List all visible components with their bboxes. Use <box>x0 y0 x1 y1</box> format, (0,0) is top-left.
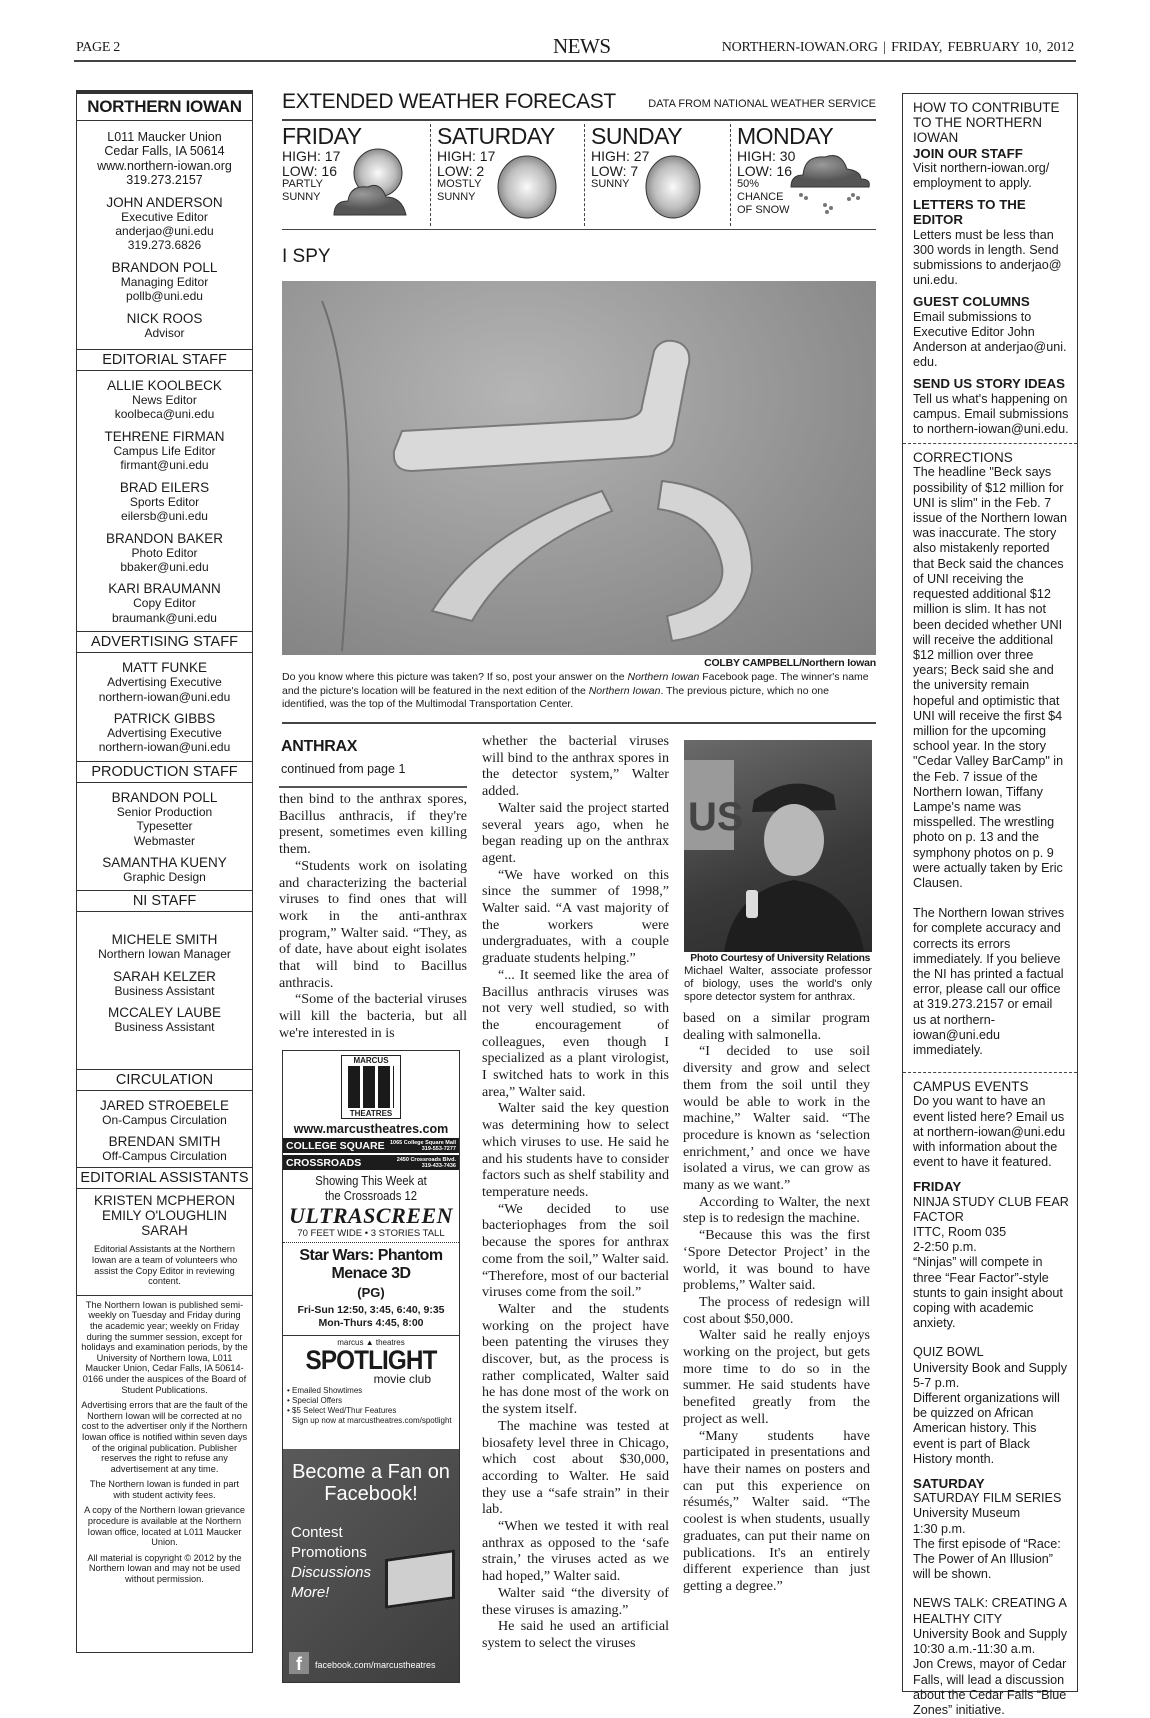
location-name: CROSSROADS <box>286 1156 362 1169</box>
location-address: 2450 Crossroads Blvd. <box>396 1156 456 1163</box>
staff-name: MATT FUNKE <box>121 660 207 676</box>
staff-name: BRAD EILERS <box>119 479 210 495</box>
snow-cloud-icon <box>789 149 871 219</box>
partly-sunny-icon <box>330 143 412 218</box>
staff-role: Off-Campus Circulation <box>102 1149 227 1163</box>
movie-rating: (PG) <box>357 1285 385 1300</box>
day-name: SUNDAY <box>591 123 683 149</box>
article-paragraph: “Students work on isolating and characterizing the bacterial viruses to find ones that will work in the anti-anthrax program,” Walter said. “They, as of date, have about eight isolates that will bind to Bacillus anthracis. <box>279 857 467 991</box>
low-temp: LOW: 16 <box>737 162 792 179</box>
day-name: SATURDAY <box>437 123 555 149</box>
staff-name: MCCALEY LAUBE <box>107 1005 222 1021</box>
fine-print: The Northern Iowan is published semi-weekly on Tuesday and Friday during the academic year; weekly on Friday during the summer session, except for holidays and examination periods, by the University of Northern Iowa, L011 Maucker Union, Cedar Falls, IA 50614-0166 under the auspices of the Board of Student Publications. <box>81 1299 248 1395</box>
staff-entry <box>77 531 252 575</box>
staff-name: JOHN ANDERSON <box>106 194 223 210</box>
photo-credit: COLBY CAMPBELL/Northern Iowan <box>704 657 876 669</box>
events-title: CAMPUS EVENTS <box>913 1079 1029 1095</box>
location-phone: 319-553-7277 <box>421 1145 456 1152</box>
caption-text: Facebook page. The winner's name and the picture's location will be featured in the next edition of the <box>282 671 869 697</box>
article-paragraph: Walter said the project started several years ago, when he began reading up on the anthrax agent. <box>482 799 669 866</box>
article-paragraph: The process of redesign will cost about $50,000. <box>683 1293 870 1327</box>
showing-text: Showing This Week at the Crossroads 12 <box>315 1174 427 1203</box>
spotlight-sub: movie club <box>373 1372 431 1386</box>
sidebar-heading: LETTERS TO THE EDITOR <box>913 197 1026 228</box>
staff-name: MICHELE SMITH <box>111 932 218 948</box>
event-name: NINJA STUDY CLUB FEAR FACTOR <box>913 1194 1069 1224</box>
forecast-sunday <box>591 123 726 223</box>
staff-entry <box>77 311 252 340</box>
event-day: FRIDAY <box>913 1179 962 1195</box>
weather-forecast <box>282 90 876 230</box>
section-header: EDITORIAL ASSISTANTS <box>77 1167 252 1189</box>
location-phone: 319-433-7436 <box>421 1162 456 1169</box>
divider <box>430 124 431 226</box>
marcus-theatres-ad[interactable] <box>282 1050 460 1683</box>
condition: SUNNY <box>282 191 321 203</box>
divider <box>279 786 467 788</box>
fine-print: All material is copyright © 2012 by the Northern Iowan and may not be used without permission. <box>87 1552 242 1585</box>
event-desc: Different organizations will be quizzed on African American history. This event is part of Black History month. <box>913 1391 1060 1466</box>
staff-role: On-Campus Circulation <box>102 1112 227 1127</box>
staff-entry <box>77 480 252 524</box>
staff-role: Business Assistant <box>114 983 215 998</box>
staff-name: BRENDAN SMITH <box>108 1134 221 1149</box>
day-name: MONDAY <box>737 123 834 149</box>
perk-item: • Special Offers <box>287 1396 343 1405</box>
caption-text: Northern Iowan <box>588 684 661 697</box>
events-intro: Do you want to have an event listed here? Email us at northern-iowan@uni.edu with information about the event to have it featured. <box>913 1094 1066 1170</box>
event-name: QUIZ BOWL <box>913 1345 984 1360</box>
corrections-title: CORRECTIONS <box>913 450 1013 466</box>
perk-text: $5 Select Wed/Thur Features <box>292 1406 397 1415</box>
info-sidebar <box>902 93 1078 1717</box>
ultrascreen-sub: 70 FEET WIDE • 3 STORIES TALL <box>283 1228 459 1243</box>
article-paragraph: Walter and the students working on the project have been patenting the viruses they discover, but, as the process is rather complicated, Walter said he has done most of the work on the system itself. <box>482 1300 669 1418</box>
staff-role: Copy Editor <box>133 596 196 611</box>
article-column-1 <box>279 791 467 1042</box>
event-item <box>913 1596 1069 1718</box>
contribute-title: HOW TO CONTRIBUTE TO THE NORTHERN IOWAN <box>913 100 1060 146</box>
ispy-photo <box>282 281 876 655</box>
fb-url[interactable]: facebook.com/marcustheatres <box>315 1660 436 1670</box>
staff-role: Photo Editor <box>131 545 198 560</box>
location-crossroads <box>283 1155 459 1170</box>
address-line: L011 Maucker Union <box>107 130 222 144</box>
article-paragraph: then bind to the anthrax spores, Bacillus anthracis, if they're present, sometimes even killing them. <box>279 791 467 858</box>
article-paragraph: “Because this was the first ‘Spore Detector Project’ in the world, it was bound to have problems,” Walter said. <box>683 1227 870 1294</box>
location-name: COLLEGE SQUARE <box>286 1139 385 1152</box>
low-temp: LOW: 7 <box>591 162 639 179</box>
article-paragraph: “We have worked on this since the summer of 1998,” Walter said. “A vast majority of the workers were undergraduates, with a couple graduate students helping.” <box>482 866 669 967</box>
ultrascreen-logo: ULTRASCREEN <box>288 1203 454 1228</box>
sidebar-heading: SEND US STORY IDEAS <box>913 376 1065 392</box>
event-time: 1:30 p.m. <box>913 1521 966 1536</box>
staff-name: TEHRENE FIRMAN <box>104 428 225 444</box>
section-header: EDITORIAL STAFF <box>77 349 252 371</box>
event-desc: “Ninjas” will compete in three “Fear Factor”-style stunts to gain insight about coping with academic anxiety. <box>913 1255 1063 1331</box>
staff-email[interactable]: northern-iowan@uni.edu <box>98 689 231 704</box>
staff-entry <box>77 660 252 704</box>
fine-print: A copy of the Northern Iowan grievance procedure is available at the Northern Iowan office, located at L011 Maucker Union. <box>84 1505 245 1548</box>
staff-entry <box>77 581 252 625</box>
condition: 50% <box>737 178 760 190</box>
site-url[interactable]: NORTHERN-IOWAN.ORG <box>721 40 878 55</box>
sidebar-heading: GUEST COLUMNS <box>913 294 1030 310</box>
condition: PARTLY <box>282 178 323 190</box>
address-block <box>77 130 252 188</box>
article-paragraph: “When we tested it with real anthrax as opposed to the ‘safe strain,’ the viruses acted as we had hoped,” Walter said. <box>482 1518 669 1585</box>
m-logo-icon <box>348 1066 394 1108</box>
staff-entry <box>77 1098 252 1127</box>
high-temp: HIGH: 27 <box>591 148 650 164</box>
staff-name: EMILY O'LOUGHLIN <box>101 1208 228 1224</box>
article-paragraph: “I decided to use soil diversity and grow and select them from the soil until they would be able to work in the machine,” Walter said. “The procedure is known as ‘selection enrichment,’ and once we have isolated a virus, we can grow as many as we want.” <box>683 1043 870 1194</box>
forecast-friday <box>282 123 422 223</box>
perks-list <box>283 1386 459 1426</box>
event-name: NEWS TALK: CREATING A HEALTHY CITY <box>913 1596 1067 1626</box>
logo-text: THEATRES <box>349 1109 393 1118</box>
staff-email[interactable]: pollb@uni.edu <box>126 289 203 304</box>
divider <box>282 119 876 121</box>
ispy-caption <box>282 671 876 712</box>
high-temp: HIGH: 17 <box>282 148 341 164</box>
divider <box>730 124 731 226</box>
publication-notice <box>77 1295 252 1585</box>
fb-item: More! <box>291 1584 330 1601</box>
sidebar-heading: JOIN OUR STAFF <box>913 145 1023 161</box>
staff-name: KARI BRAUMANN <box>108 581 221 597</box>
staff-email[interactable]: bbaker@uni.edu <box>120 559 209 574</box>
staff-entry <box>77 260 252 304</box>
staff-name: BRANDON POLL <box>111 789 218 805</box>
sidebar-text: Email submissions to Executive Editor John Anderson at anderjao@uni. edu. <box>913 309 1067 370</box>
sidebar-text: Letters must be less than 300 words in length. Send submissions to anderjao@ uni.edu. <box>913 227 1062 288</box>
staff-role: Sports Editor <box>129 494 200 509</box>
showtime-line: Mon-Thurs 4:45, 8:00 <box>318 1316 424 1329</box>
staff-role: Advertising Executive <box>107 725 222 740</box>
condition: SUNNY <box>591 178 630 190</box>
article-paragraph: Walter said the key question was determining how to select which viruses to use. He said he and his students have to consider factors such as shelf stability and temperature needs. <box>482 1100 669 1200</box>
sidebar-text: Visit northern-iowan.org/ employment to apply. <box>913 160 1050 191</box>
staff-email[interactable]: firmant@uni.edu <box>120 458 209 473</box>
sun-icon <box>495 151 559 221</box>
staff-entry <box>77 790 252 848</box>
event-item <box>913 1491 1069 1582</box>
staff-role: Advertising Executive <box>107 675 222 690</box>
event-time: 2-2:50 p.m. <box>913 1240 977 1255</box>
location-college-square <box>283 1138 459 1153</box>
svg-text:US: US <box>688 795 744 839</box>
divider <box>903 1072 1077 1073</box>
section-header: NI STAFF <box>77 890 252 912</box>
section-title: NEWS <box>553 34 611 58</box>
section-header: CIRCULATION <box>77 1069 252 1091</box>
divider <box>282 722 876 724</box>
staff-name: NICK ROOS <box>126 310 203 326</box>
staff-role: Business Assistant <box>114 1020 215 1035</box>
forecast-monday <box>737 123 877 223</box>
staff-role: Managing Editor <box>120 274 209 289</box>
high-temp: HIGH: 30 <box>737 148 796 164</box>
staff-name: JARED STROEBELE <box>99 1097 230 1113</box>
staff-name: SARAH <box>141 1223 188 1239</box>
event-place: ITTC, Room 035 <box>913 1225 1007 1240</box>
article-paragraph: based on a similar program dealing with salmonella. <box>683 1010 870 1043</box>
staff-role: News Editor <box>132 393 197 408</box>
fine-print: The Northern Iowan is funded in part with student activity fees. <box>89 1479 240 1500</box>
staff-entry <box>77 855 252 884</box>
article-paragraph: He said he used an artificial system to select the viruses <box>482 1618 669 1651</box>
staff-entry <box>77 711 252 755</box>
staff-email[interactable]: anderjao@uni.edu <box>115 224 214 239</box>
staff-entry <box>77 378 252 422</box>
article-paragraph: whether the bacterial viruses will bind to the anthrax spores in the detector system,” Walter added. <box>482 733 669 800</box>
perk-text: Special Offers <box>292 1396 343 1405</box>
section-header: ADVERTISING STAFF <box>77 631 252 653</box>
event-desc: The first episode of “Race: The Power of An Illusion” will be shown. <box>913 1536 1061 1582</box>
event-place: University Museum <box>913 1506 1021 1521</box>
event-name: SATURDAY FILM SERIES <box>913 1491 1062 1506</box>
staff-role: Typesetter <box>136 819 193 834</box>
staff-entry <box>77 969 252 998</box>
assistants-list <box>77 1193 252 1238</box>
staff-box-title: NORTHERN IOWAN <box>77 94 252 121</box>
event-item <box>913 1195 1069 1332</box>
staff-entry <box>77 1134 252 1163</box>
address-line: Cedar Falls, IA 50614 <box>104 144 225 159</box>
weather-source: DATA FROM NATIONAL WEATHER SERVICE <box>648 98 876 110</box>
event-place: University Book and Supply <box>913 1360 1068 1375</box>
marcus-logo <box>341 1055 401 1119</box>
fb-item: Contest <box>291 1524 343 1541</box>
perk-item: • Emailed Showtimes <box>287 1386 363 1395</box>
facebook-promo[interactable] <box>283 1449 459 1683</box>
staff-name: BRANDON POLL <box>111 259 218 275</box>
jump-line[interactable]: continued from page 1 <box>281 762 406 776</box>
fine-print: Advertising errors that are the fault of the Northern Iowan will be corrected at no cost to the advertiser only if the Northern Iowan office is notified within seven days of the original publication. Publisher reserves the right to refuse any advertisement at any time. <box>81 1400 248 1474</box>
article-paragraph: “We decided to use bacteriophages from the soil because the spores for anthrax come from the soil,” Walter said. “Therefore, most of our bacterial viruses come from the soil.” <box>482 1200 669 1301</box>
section-header: PRODUCTION STAFF <box>77 761 252 783</box>
brand-text: marcus <box>337 1338 364 1347</box>
staff-entry <box>77 1005 252 1034</box>
dateline <box>722 40 1074 56</box>
staff-entry <box>77 195 252 253</box>
event-place: University Book and Supply <box>913 1626 1068 1641</box>
staff-role: Executive Editor <box>121 209 208 224</box>
low-temp: LOW: 16 <box>282 162 337 179</box>
day-name: FRIDAY <box>282 123 362 149</box>
staff-role: Webmaster <box>133 833 196 848</box>
event-time: 10:30 a.m.-11:30 a.m. <box>913 1642 1036 1657</box>
showtime-line: Fri-Sun 12:50, 3:45, 6:40, 9:35 <box>297 1304 445 1316</box>
location-address: 1065 College Square Mall <box>389 1139 456 1146</box>
photo-caption: Michael Walter, associate professor of biology, uses the world's only spore detector system for anthrax. <box>684 965 872 1004</box>
event-desc: Jon Crews, mayor of Cedar Falls, will lead a discussion about the Cedar Falls “Blue Zones” initiative. <box>913 1657 1067 1717</box>
article-paragraph: “Some of the bacterial viruses will kill the bacteria, but all we're interested in is <box>279 991 467 1041</box>
low-temp: LOW: 2 <box>437 162 485 179</box>
article-paragraph: According to Walter, the next step is to redesign the machine. <box>683 1193 870 1227</box>
ad-url[interactable]: www.marcustheatres.com <box>293 1122 449 1136</box>
fb-item: Promotions <box>291 1544 367 1561</box>
walter-photo <box>684 740 872 952</box>
caption-text: Do you know where this picture was taken? If so, post your answer on the <box>282 671 628 683</box>
condition: CHANCE <box>737 191 784 203</box>
staff-email[interactable]: braumank@uni.edu <box>112 610 217 625</box>
sidebar-text: Tell us what's happening on campus. Email submissions to northern-iowan@uni.edu. <box>913 391 1069 437</box>
condition: OF SNOW <box>737 204 790 216</box>
staff-name: BRANDON BAKER <box>105 530 224 546</box>
staff-name: ALLIE KOOLBECK <box>107 378 222 394</box>
article-column-2 <box>482 733 669 1652</box>
condition: MOSTLY <box>437 178 482 190</box>
facebook-icon: f <box>289 1652 309 1674</box>
corrections-text: The headline "Beck says possibility of $12 million for UNI is slim" in the Feb. 7 issue of the Northern Iowan was inaccurate. The story also mistakenly reported that Beck said the chances of UNI receiving the requested additional $12 million is slim. It has not been decided whether UNI will receive the additional $12 million over three years; Beck said she and the university remain hopeful and optimistic that UNI will receive the first $4 million for the upcoming school year. In the story "Cedar Valley BarCamp" in the Feb. 7 issue of the Northern Iowan, Tiffany Lampe's name was misspelled. The wrestling photo on p. 13 and the symphony photos on p. 9 were actually taken by Eric Clausen. <box>913 465 1068 890</box>
staff-email[interactable]: eilersb@uni.edu <box>121 509 208 524</box>
staff-box <box>76 90 253 1653</box>
website-link[interactable]: www.northern-iowan.org <box>97 158 232 173</box>
staff-email[interactable]: northern-iowan@uni.edu <box>98 740 231 755</box>
header-rule <box>74 60 1076 62</box>
staff-role: Advisor <box>144 325 185 340</box>
event-day: SATURDAY <box>913 1476 985 1492</box>
showtimes <box>283 1304 459 1336</box>
staff-role: Graphic Design <box>123 869 206 884</box>
page-number: PAGE 2 <box>76 40 120 55</box>
signup-link[interactable]: Sign up now at marcustheatres.com/spotlight <box>292 1416 452 1425</box>
weather-title: EXTENDED WEATHER FORECAST <box>282 90 616 113</box>
photo-credit: Photo Courtesy of University Relations <box>690 953 870 964</box>
divider <box>282 229 876 231</box>
movie-title: Star Wars: Phantom Menace 3D <box>299 1247 443 1282</box>
article-paragraph: Walter said he really enjoys working on the project, but gets more time to do so in the summer. He said students have benefited greatly from the project as well. <box>683 1327 870 1427</box>
divider <box>903 443 1077 444</box>
ispy-title: I SPY <box>282 246 331 267</box>
fb-item: Discussions <box>291 1564 372 1581</box>
perk-item: • $5 Select Wed/Thur Features <box>287 1406 397 1415</box>
fb-title: Become a Fan on Facebook! <box>292 1461 450 1505</box>
phone: 319.273.2157 <box>126 173 203 188</box>
sun-icon <box>643 153 703 221</box>
staff-entry <box>77 932 252 961</box>
article-paragraph: “Many students have participated in presentations and have their names on posters and can put this experience on résumés,” Walter said. “The coolest is when students, usually graduates, can put their name on publications. It's an entirely different experience than just getting a degree.” <box>683 1427 870 1594</box>
caption-text: . The previous picture, which no one identified, was the top of the Multimodal Transportation Center. <box>282 684 829 711</box>
event-item <box>913 1345 1069 1467</box>
article-paragraph: The machine was tested at biosafety level three in Chicago, which cost about $30,000, according to Walter. He said they use a “safe strain” in their lab. <box>482 1417 669 1518</box>
spotlight-logo: SPOTLIGHT <box>305 1345 437 1375</box>
article-headline: ANTHRAX <box>281 738 358 755</box>
staff-name: SARAH KELZER <box>113 968 216 984</box>
article-column-3 <box>683 1010 870 1595</box>
issue-date: FRIDAY, FEBRUARY 10, 2012 <box>891 40 1074 55</box>
staff-entry <box>77 429 252 473</box>
assistants-note: Editorial Assistants at the Northern Iowan are a team of volunteers who assist the Copy Editor in reviewing content. <box>91 1244 238 1287</box>
high-temp: HIGH: 17 <box>437 148 496 164</box>
staff-name: KRISTEN MCPHERON <box>93 1193 235 1209</box>
event-time: 5-7 p.m. <box>913 1375 960 1390</box>
staff-email[interactable]: koolbeca@uni.edu <box>114 407 215 422</box>
divider <box>584 124 585 226</box>
forecast-saturday <box>437 123 577 223</box>
laptop-image <box>385 1549 455 1609</box>
separator: | <box>883 40 886 55</box>
staff-phone: 319.273.6826 <box>127 238 202 253</box>
spotlight-brand: marcus ▲ theatres <box>337 1338 405 1347</box>
staff-name: SAMANTHA KUENY <box>102 854 227 870</box>
staff-role: Campus Life Editor <box>113 443 216 458</box>
staff-role: Senior Production <box>116 804 213 819</box>
article-paragraph: “... It seemed like the area of Bacillus anthracis viruses was not very well studied, so with the encouragement of colleagues, even though I specialized as a plant virologist, I switched hats to work in this area,” Walter said. <box>482 966 669 1100</box>
article-paragraph: Walter said “the diversity of these viruses is amazing.” <box>482 1584 669 1618</box>
logo-text: MARCUS <box>353 1056 389 1065</box>
staff-name: PATRICK GIBBS <box>113 710 216 726</box>
accuracy-note: The Northern Iowan strives for complete accuracy and corrects its errors immediately. If you believe the NI has printed a factual error, please call our office at 319.273.2157 or email us at northern-iowan@uni.edu immediately. <box>913 906 1065 1057</box>
caption-text: Northern Iowan <box>627 671 700 683</box>
brand-text: theatres <box>375 1338 405 1347</box>
perk-text: Emailed Showtimes <box>292 1386 363 1395</box>
condition: SUNNY <box>437 191 476 203</box>
staff-role: Northern Iowan Manager <box>98 947 231 962</box>
